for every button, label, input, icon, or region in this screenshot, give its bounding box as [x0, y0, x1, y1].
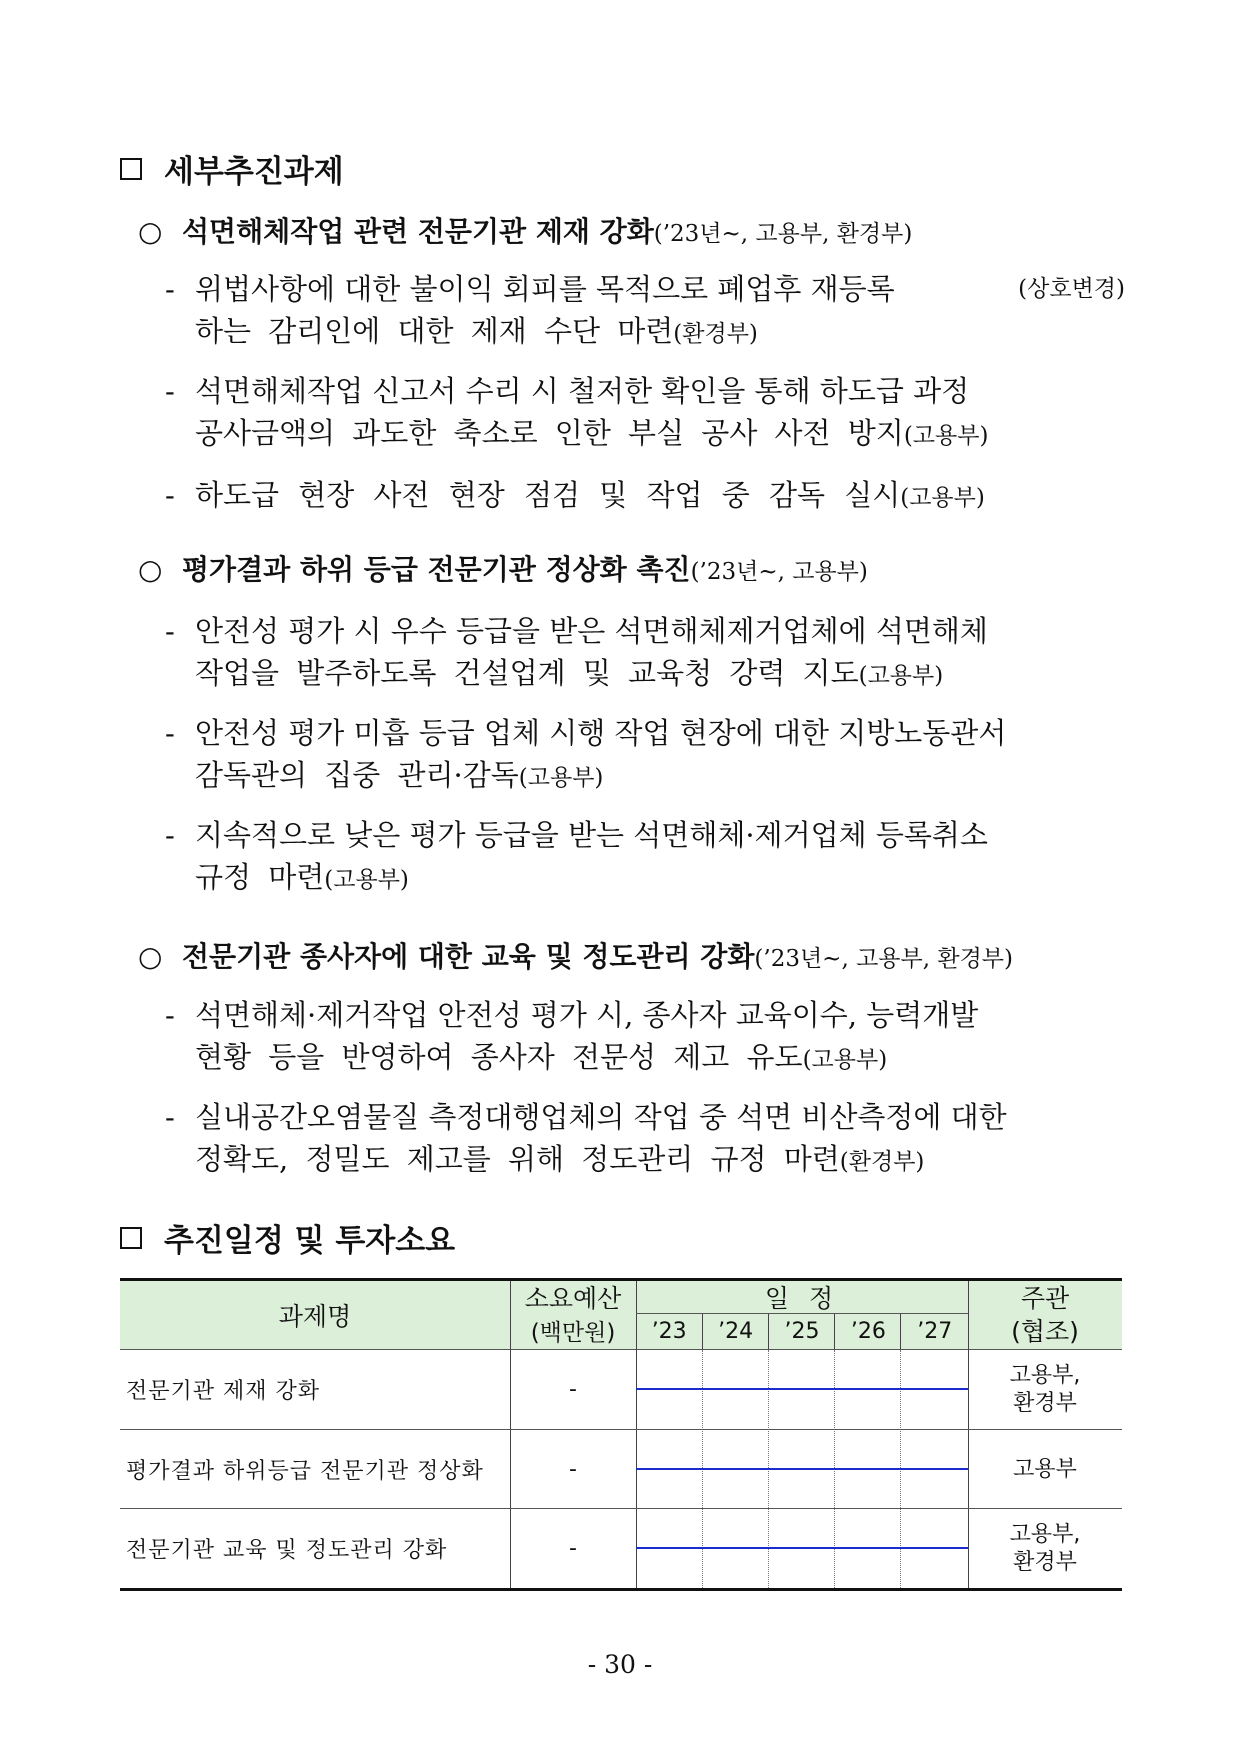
- header-budget: 소요예산: [524, 1284, 622, 1313]
- bullet-item: [165, 1096, 1125, 1183]
- bullet-line2-note: (고용부): [324, 867, 409, 893]
- task-name-cell: 평가결과 하위등급 전문기관 정상화: [126, 1459, 484, 1484]
- bullet-line1: 위법사항에 대한 불이익 회피를 목적으로 폐업후 재등록: [195, 272, 895, 306]
- budget-cell: -: [569, 1535, 577, 1561]
- year-header: ’27: [917, 1318, 953, 1344]
- task-heading-3: [138, 935, 1138, 975]
- bullet-line1: 하도급 현장 사전 현장 점검 및 작업 중 감독 실시: [195, 478, 901, 512]
- year-header: ’24: [718, 1318, 754, 1344]
- task-name-cell: 전문기관 교육 및 정도관리 강화: [126, 1538, 448, 1563]
- bullet-item: [165, 370, 1125, 457]
- bullet-line2: 하는 감리인에 대한 제재 수단 마련: [195, 314, 674, 348]
- bullet-line1: 석면해체작업 신고서 수리 시 철저한 확인을 통해 하도급 과정: [195, 374, 970, 408]
- bullet-item: [165, 712, 1125, 799]
- header-owner: 주관: [1020, 1284, 1070, 1313]
- schedule-bar: [636, 1388, 968, 1390]
- dash-icon: -: [165, 716, 175, 750]
- circle-bullet-icon: ○: [138, 553, 163, 586]
- task-name-cell: 전문기관 제재 강화: [126, 1379, 321, 1404]
- owner-line: 고용부: [1013, 1456, 1077, 1482]
- bullet-line1: 안전성 평가 시 우수 등급을 받은 석면해체제거업체에 석면해체: [195, 614, 988, 648]
- bullet-line1: 실내공간오염물질 측정대행업체의 작업 중 석면 비산측정에 대한: [195, 1100, 1007, 1134]
- owner-cell: [968, 1509, 1122, 1588]
- bullet-line1: 지속적으로 낮은 평가 등급을 받는 석면해체·제거업체 등록취소: [195, 818, 988, 852]
- owner-line: 환경부: [1013, 1549, 1077, 1575]
- bullet-line1: 안전성 평가 미흡 등급 업체 시행 작업 현장에 대한 지방노동관서: [195, 716, 1007, 750]
- dash-icon: -: [165, 478, 175, 512]
- section-heading-schedule: [120, 1215, 455, 1260]
- owner-cell: [968, 1350, 1122, 1429]
- schedule-table: [120, 1278, 1122, 1591]
- dash-icon: -: [165, 272, 175, 306]
- section-title: 추진일정 및 투자소요: [164, 1223, 456, 1259]
- task-heading-note: (’23년~, 고용부): [690, 559, 868, 585]
- bullet-item: [165, 474, 1125, 519]
- task-heading-1: [138, 210, 1138, 250]
- bullet-line2-note: (고용부): [903, 423, 989, 449]
- task-heading-text: 전문기관 종사자에 대한 교육 및 정도관리 강화: [182, 940, 755, 973]
- circle-bullet-icon: ○: [138, 940, 163, 973]
- bullet-item: [165, 814, 1125, 901]
- bullet-item: [165, 994, 1125, 1081]
- page-number: - 30 -: [587, 1650, 653, 1679]
- budget-cell: -: [569, 1456, 577, 1482]
- bullet-line2: 현황 등을 반영하여 종사자 전문성 제고 유도: [195, 1040, 803, 1074]
- bullet-line2-note: (환경부): [673, 321, 758, 347]
- bullet-line2-note: (고용부): [802, 1047, 888, 1073]
- bullet-line2: 공사금액의 과도한 축소로 인한 부실 공사 사전 방지: [195, 416, 904, 450]
- section-title: 세부추진과제: [164, 154, 344, 190]
- owner-line: 환경부: [1013, 1390, 1077, 1416]
- bullet-line2: 정확도, 정밀도 제고를 위해 정도관리 규정 마련: [195, 1142, 840, 1176]
- task-heading-2: [138, 548, 1138, 588]
- schedule-bar: [636, 1547, 968, 1549]
- year-header: ’26: [850, 1318, 886, 1344]
- budget-cell: -: [569, 1376, 577, 1402]
- header-budget-unit: (백만원): [530, 1319, 616, 1346]
- dash-icon: -: [165, 1100, 175, 1134]
- bullet-line1: 석면해체·제거작업 안전성 평가 시, 종사자 교육이수, 능력개발: [195, 998, 979, 1032]
- dash-icon: -: [165, 998, 175, 1032]
- bullet-line1-note: (상호변경): [1018, 276, 1125, 302]
- bullet-line1-note: (고용부): [900, 485, 985, 511]
- bullet-item: [165, 610, 1125, 697]
- dash-icon: -: [165, 614, 175, 648]
- bullet-line2-note: (고용부): [518, 765, 604, 791]
- task-heading-text: 석면해체작업 관련 전문기관 제재 강화: [182, 215, 654, 248]
- checkbox-square-icon: [120, 158, 142, 180]
- dash-icon: -: [165, 374, 175, 408]
- section-heading-detailed-tasks: [120, 146, 344, 191]
- bullet-line2: 감독관의 집중 관리·감독: [195, 758, 519, 792]
- task-heading-note: (’23년~, 고용부, 환경부): [754, 946, 1013, 972]
- bullet-line2-note: (고용부): [858, 663, 944, 689]
- owner-line: 고용부,: [1009, 1521, 1081, 1547]
- bullet-line2: 작업을 발주하도록 건설업계 및 교육청 강력 지도: [195, 656, 859, 690]
- header-schedule: 일 정: [764, 1284, 840, 1313]
- bullet-line2-note: (환경부): [839, 1149, 925, 1175]
- header-owner-coop: (협조): [1011, 1317, 1079, 1346]
- task-heading-text: 평가결과 하위 등급 전문기관 정상화 촉진: [182, 553, 691, 586]
- table-bottom-border: [120, 1588, 1122, 1591]
- year-header: ’25: [784, 1318, 820, 1344]
- dash-icon: -: [165, 818, 175, 852]
- circle-bullet-icon: ○: [138, 215, 163, 248]
- schedule-bar: [636, 1468, 968, 1470]
- year-header: ’23: [651, 1318, 687, 1344]
- bullet-line2: 규정 마련: [195, 860, 325, 894]
- checkbox-square-icon: [120, 1227, 142, 1249]
- header-task-name: 과제명: [278, 1302, 352, 1331]
- owner-cell: [968, 1430, 1122, 1509]
- bullet-item: [165, 268, 1125, 355]
- owner-line: 고용부,: [1009, 1362, 1081, 1388]
- task-heading-note: (’23년~, 고용부, 환경부): [653, 221, 913, 247]
